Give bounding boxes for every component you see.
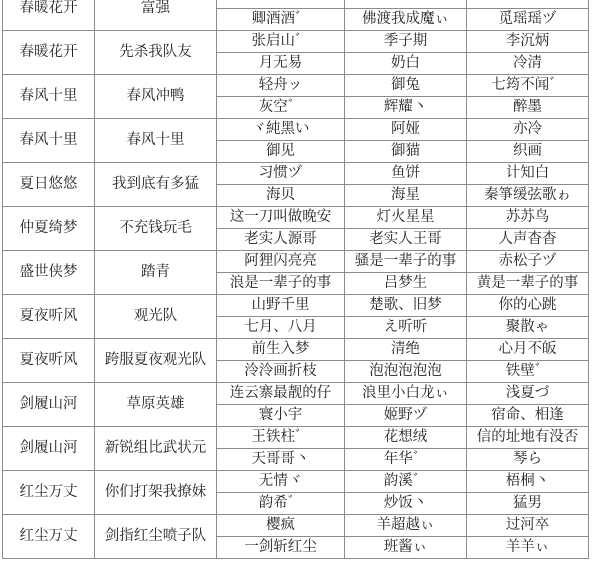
server-cell: 夏日悠悠 (3, 163, 95, 207)
member-cell: 轻舟ッ (217, 75, 345, 97)
member-cell: 宿命、相逢 (467, 405, 589, 427)
member-cell: 苏苏鸟 (467, 207, 589, 229)
server-cell: 春暖花开 (3, 0, 95, 31)
server-cell: 春暖花开 (3, 31, 95, 75)
member-cell: 年华゛ (345, 449, 467, 471)
server-cell: 春风十里 (3, 75, 95, 119)
member-cell: 计知白 (467, 163, 589, 185)
member-cell: 七月、八月 (217, 317, 345, 339)
member-cell: 灯火星星 (345, 207, 467, 229)
member-cell: 梧桐丶 (467, 471, 589, 493)
member-cell: 海贝 (217, 185, 345, 207)
member-cell: 奶白 (345, 53, 467, 75)
member-cell (217, 0, 345, 9)
member-cell: 七筠不闻゛ (467, 75, 589, 97)
member-cell (345, 0, 467, 9)
table-row (3, 339, 589, 361)
member-cell: 泡泡泡泡泡 (345, 361, 467, 383)
member-cell: 山野千里 (217, 295, 345, 317)
table-row (3, 251, 589, 273)
team-name-cell: 先杀我队友 (95, 31, 217, 75)
member-cell: 织画 (467, 141, 589, 163)
member-cell: 辉耀丶 (345, 97, 467, 119)
member-cell: 信的址地有没否 (467, 427, 589, 449)
member-cell: 姬野ヅ (345, 405, 467, 427)
member-cell: 御兔 (345, 75, 467, 97)
team-name-cell: 剑指红尘喷子队 (95, 515, 217, 559)
member-cell: 清绝 (345, 339, 467, 361)
member-cell: 一剑斩红尘 (217, 537, 345, 559)
member-cell: 佛渡我成魔ぃ (345, 9, 467, 31)
member-cell: 阿狸闪亮亮 (217, 251, 345, 273)
member-cell: 琴ら (467, 449, 589, 471)
team-name-cell: 我到底有多猛 (95, 163, 217, 207)
member-cell: 泠泠画折枝 (217, 361, 345, 383)
member-cell: 猛男 (467, 493, 589, 515)
table-row (3, 515, 589, 537)
member-cell: 王铁柱゛ (217, 427, 345, 449)
member-cell: 浪是一辈子的事 (217, 273, 345, 295)
member-cell: 无情ヾ (217, 471, 345, 493)
member-cell: 张启山゛ (217, 31, 345, 53)
server-cell: 剑履山河 (3, 383, 95, 427)
server-cell: 春风十里 (3, 119, 95, 163)
team-roster-table (2, 0, 589, 559)
table-row (3, 119, 589, 141)
member-cell: 天哥哥丶 (217, 449, 345, 471)
team-name-cell: 富强 (95, 0, 217, 31)
table-row (3, 471, 589, 493)
member-cell: 冷清 (467, 53, 589, 75)
team-name-cell: 春风十里 (95, 119, 217, 163)
server-cell: 夏夜听风 (3, 295, 95, 339)
member-cell: 醉墨 (467, 97, 589, 119)
server-cell: 剑履山河 (3, 427, 95, 471)
member-cell: 亦冷 (467, 119, 589, 141)
team-name-cell: 不充钱玩毛 (95, 207, 217, 251)
member-cell: え听听 (345, 317, 467, 339)
member-cell: 秦箏缓弦歌ゎ (467, 185, 589, 207)
member-cell: 黄是一辈子的事 (467, 273, 589, 295)
table-row (3, 207, 589, 229)
server-cell: 盛世侠梦 (3, 251, 95, 295)
member-cell: 你的心跳 (467, 295, 589, 317)
table-row (3, 383, 589, 405)
member-cell: 韵希゛ (217, 493, 345, 515)
member-cell: 花想绒 (345, 427, 467, 449)
member-cell: 老实人王哥 (345, 229, 467, 251)
server-cell: 仲夏绮梦 (3, 207, 95, 251)
member-cell: 班酱ぃ (345, 537, 467, 559)
member-cell: 灰空゛ (217, 97, 345, 119)
member-cell: 老实人源哥 (217, 229, 345, 251)
member-cell: 过河卒 (467, 515, 589, 537)
team-name-cell: 新锐组比武状元 (95, 427, 217, 471)
member-cell: 聚散ゃ (467, 317, 589, 339)
table-row (3, 0, 589, 9)
member-cell: 心月不皈 (467, 339, 589, 361)
member-cell: 连云寨最靓的仔 (217, 383, 345, 405)
team-name-cell: 春风冲鸭 (95, 75, 217, 119)
team-name-cell: 踏青 (95, 251, 217, 295)
table-row (3, 295, 589, 317)
member-cell: 御见 (217, 141, 345, 163)
server-cell: 夏夜听风 (3, 339, 95, 383)
member-cell: ヾ純黑い (217, 119, 345, 141)
team-name-cell: 观光队 (95, 295, 217, 339)
member-cell: 御猫 (345, 141, 467, 163)
member-cell: 炒饭丶 (345, 493, 467, 515)
table-row (3, 75, 589, 97)
team-name-cell: 跨服夏夜观光队 (95, 339, 217, 383)
member-cell: 阿娅 (345, 119, 467, 141)
member-cell: 韵溪゛ (345, 471, 467, 493)
member-cell: 前生入梦 (217, 339, 345, 361)
member-cell: 鱼饼 (345, 163, 467, 185)
member-cell: 海星 (345, 185, 467, 207)
table-row (3, 31, 589, 53)
member-cell: 习惯ヅ (217, 163, 345, 185)
member-cell: 羊羊ぃ (467, 537, 589, 559)
member-cell: 这一刀叫做晚安 (217, 207, 345, 229)
member-cell: 骚是一辈子的事 (345, 251, 467, 273)
table-row (3, 163, 589, 185)
member-cell: 觅瑶瑶ヅ (467, 9, 589, 31)
team-name-cell: 你们打架我撩妹 (95, 471, 217, 515)
member-cell: 浅夏づ (467, 383, 589, 405)
table-row (3, 427, 589, 449)
member-cell: 樱疯 (217, 515, 345, 537)
server-cell: 红尘万丈 (3, 471, 95, 515)
team-name-cell: 草原英雄 (95, 383, 217, 427)
member-cell: 赤松子ヅ (467, 251, 589, 273)
member-cell: 浪里小白龙ぃ (345, 383, 467, 405)
member-cell: 人声杳杳 (467, 229, 589, 251)
member-cell: 吕梦生 (345, 273, 467, 295)
member-cell: 羊超越ぃ (345, 515, 467, 537)
server-cell: 红尘万丈 (3, 515, 95, 559)
member-cell: 月无易 (217, 53, 345, 75)
member-cell (467, 0, 589, 9)
member-cell: 楚歌、旧梦 (345, 295, 467, 317)
member-cell: 卿酒酒゛ (217, 9, 345, 31)
member-cell: 李沉炳 (467, 31, 589, 53)
member-cell: 铁壁゛ (467, 361, 589, 383)
member-cell: 季子期 (345, 31, 467, 53)
member-cell: 寰小宇 (217, 405, 345, 427)
